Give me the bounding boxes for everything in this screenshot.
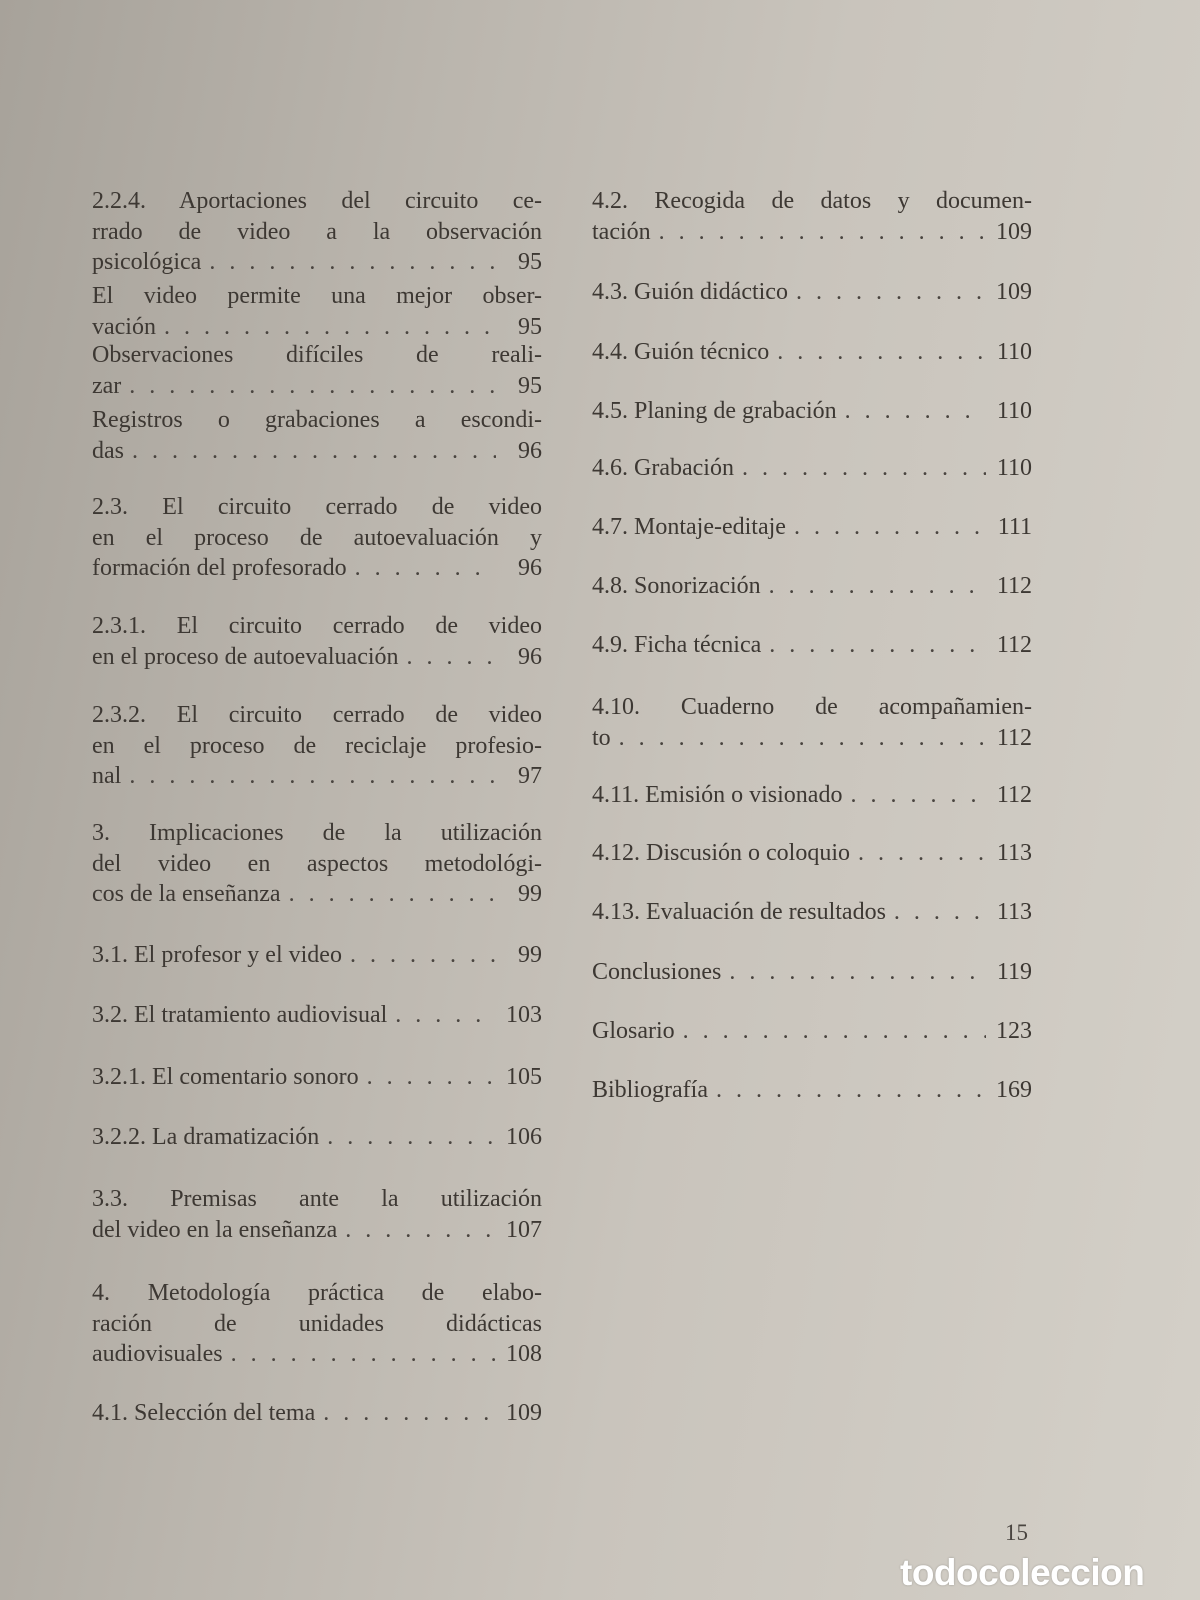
toc-entry-title: 4.7. Montaje-editaje bbox=[592, 514, 786, 540]
toc-entry-last-line bbox=[92, 1339, 542, 1370]
toc-entry bbox=[92, 1184, 542, 1245]
toc-entry-line: 3.3. Premisas ante la utilización bbox=[92, 1186, 542, 1212]
toc-page-number: 108 bbox=[506, 1341, 542, 1367]
dot-leader bbox=[209, 247, 496, 278]
toc-entry bbox=[92, 1122, 542, 1153]
toc-entry-line: 2.3.1. El circuito cerrado de video bbox=[92, 613, 542, 639]
dot-leader bbox=[132, 436, 496, 467]
toc-entry-last-line bbox=[92, 371, 542, 402]
toc-entry-last-line bbox=[592, 453, 1032, 484]
toc-entry-last-line bbox=[592, 630, 1032, 661]
dot-leader bbox=[777, 337, 986, 368]
toc-page-number: 96 bbox=[518, 643, 542, 670]
toc-entry-line: 3. Implicaciones de la utilización bbox=[92, 820, 542, 846]
toc-page-number: 97 bbox=[518, 763, 542, 789]
dot-leader bbox=[794, 512, 986, 543]
toc-entry-line: ración de unidades didácticas bbox=[92, 1310, 542, 1337]
toc-entry-title: Glosario bbox=[592, 1018, 675, 1044]
toc-entry-line: rrado de video a la observación bbox=[92, 218, 542, 245]
toc-entry-line: Observaciones difíciles de reali- bbox=[92, 342, 542, 368]
toc-entry-last-line bbox=[592, 217, 1032, 248]
toc-entry-line: en el proceso de autoevaluación y bbox=[92, 524, 542, 551]
toc-entry-title: vación bbox=[92, 313, 156, 340]
toc-page-number: 110 bbox=[996, 398, 1032, 424]
toc-entry-title: formación del profesorado bbox=[92, 555, 347, 581]
toc-entry-last-line bbox=[592, 571, 1032, 602]
toc-entry-last-line bbox=[592, 1016, 1032, 1047]
toc-entry-last-line bbox=[592, 277, 1032, 308]
dot-leader bbox=[729, 957, 986, 988]
toc-entry-last-line bbox=[92, 642, 542, 673]
toc-page-number: 119 bbox=[996, 959, 1032, 985]
toc-entry bbox=[92, 186, 542, 278]
toc-page-number: 112 bbox=[996, 632, 1032, 658]
dot-leader bbox=[323, 1398, 496, 1429]
toc-entry-line: 4.10. Cuaderno de acompañamien- bbox=[592, 694, 1032, 720]
toc-entry-last-line bbox=[92, 312, 542, 343]
toc-entry-title: 4.13. Evaluación de resultados bbox=[592, 899, 886, 925]
toc-page-number: 112 bbox=[996, 782, 1032, 808]
toc-entry-title: cos de la enseñanza bbox=[92, 881, 281, 907]
toc-entry-title: nal bbox=[92, 763, 122, 789]
toc-entry-title: 4.8. Sonorización bbox=[592, 573, 761, 599]
toc-entry-title: 4.11. Emisión o visionado bbox=[592, 782, 843, 808]
dot-leader bbox=[796, 277, 986, 308]
toc-entry-last-line bbox=[592, 512, 1032, 543]
dot-leader bbox=[850, 780, 986, 811]
toc-page-number: 110 bbox=[996, 455, 1032, 481]
toc-entry-line: El video permite una mejor obser- bbox=[92, 283, 542, 309]
toc-page-number: 105 bbox=[506, 1064, 542, 1090]
watermark-logo: todocoleccion bbox=[900, 1552, 1145, 1593]
toc-entry-title: tación bbox=[592, 218, 651, 245]
toc-entry-last-line bbox=[92, 1122, 542, 1153]
toc-entry-title: 4.6. Grabación bbox=[592, 455, 734, 481]
toc-entry-last-line bbox=[592, 897, 1032, 928]
dot-leader bbox=[129, 371, 496, 402]
toc-entry-title: 4.4. Guión técnico bbox=[592, 339, 770, 365]
toc-page-number: 95 bbox=[518, 313, 542, 340]
toc-entry-title: audiovisuales bbox=[92, 1341, 223, 1367]
toc-page-number: 169 bbox=[996, 1077, 1032, 1103]
dot-leader bbox=[129, 761, 496, 792]
dot-leader bbox=[350, 940, 496, 971]
toc-entry bbox=[592, 512, 1032, 543]
toc-entry-last-line bbox=[92, 940, 542, 971]
toc-page-number: 95 bbox=[518, 249, 542, 275]
toc-entry-line: Registros o grabaciones a escondi- bbox=[92, 407, 542, 433]
toc-entry bbox=[592, 897, 1032, 928]
toc-entry bbox=[592, 396, 1032, 427]
toc-page-number: 111 bbox=[997, 514, 1032, 540]
toc-page-number: 107 bbox=[506, 1216, 542, 1243]
toc-page-number: 103 bbox=[506, 1002, 542, 1028]
toc-page-number: 96 bbox=[518, 437, 542, 464]
toc-entry-title: del video en la enseñanza bbox=[92, 1216, 338, 1243]
toc-entry bbox=[92, 340, 542, 401]
dot-leader bbox=[769, 571, 986, 602]
toc-page-number: 110 bbox=[996, 339, 1032, 365]
toc-entry bbox=[92, 281, 542, 342]
toc-entry bbox=[592, 1016, 1032, 1047]
dot-leader bbox=[845, 396, 986, 427]
dot-leader bbox=[619, 723, 986, 754]
toc-entry-last-line bbox=[592, 1075, 1032, 1106]
toc-entry-title: 4.9. Ficha técnica bbox=[592, 632, 762, 658]
toc-entry-last-line bbox=[92, 247, 542, 278]
dot-leader bbox=[345, 1215, 496, 1246]
toc-page-number: 113 bbox=[996, 840, 1032, 866]
toc-entry bbox=[592, 957, 1032, 988]
toc-entry-last-line bbox=[592, 337, 1032, 368]
dot-leader bbox=[742, 453, 986, 484]
toc-entry-title: 3.1. El profesor y el video bbox=[92, 942, 342, 968]
toc-page-number: 113 bbox=[996, 899, 1032, 925]
toc-entry-title: en el proceso de autoevaluación bbox=[92, 643, 399, 670]
toc-entry bbox=[92, 1278, 542, 1370]
toc-entry bbox=[592, 780, 1032, 811]
toc-page-number: 99 bbox=[518, 881, 542, 907]
toc-entry-last-line bbox=[592, 780, 1032, 811]
toc-entry-last-line bbox=[92, 1062, 542, 1093]
toc-entry-title: 4.3. Guión didáctico bbox=[592, 279, 788, 305]
dot-leader bbox=[355, 553, 496, 584]
dot-leader bbox=[327, 1122, 496, 1153]
dot-leader bbox=[407, 642, 496, 673]
toc-entry-line: 2.2.4. Aportaciones del circuito ce- bbox=[92, 188, 542, 214]
dot-leader bbox=[858, 838, 986, 869]
dot-leader bbox=[659, 217, 986, 248]
toc-entry-last-line bbox=[92, 436, 542, 467]
toc-entry-title: 3.2.2. La dramatización bbox=[92, 1124, 320, 1150]
toc-entry-title: psicológica bbox=[92, 249, 202, 275]
toc-entry-last-line bbox=[92, 879, 542, 910]
toc-entry-title: Bibliografía bbox=[592, 1077, 708, 1103]
dot-leader bbox=[769, 630, 986, 661]
dot-leader bbox=[894, 897, 986, 928]
toc-entry-last-line bbox=[92, 1000, 542, 1031]
toc-entry bbox=[592, 571, 1032, 602]
toc-entry bbox=[92, 1000, 542, 1031]
toc-entry bbox=[592, 337, 1032, 368]
toc-entry-last-line bbox=[592, 957, 1032, 988]
toc-entry bbox=[92, 1062, 542, 1093]
toc-page-number: 109 bbox=[996, 218, 1032, 245]
toc-entry-line: 4. Metodología práctica de elabo- bbox=[92, 1280, 542, 1306]
toc-entry bbox=[592, 692, 1032, 753]
toc-page-number: 96 bbox=[518, 555, 542, 581]
toc-entry bbox=[92, 492, 542, 584]
toc-entry-last-line bbox=[92, 761, 542, 792]
toc-entry-line: del video en aspectos metodológi- bbox=[92, 850, 542, 877]
dot-leader bbox=[367, 1062, 496, 1093]
dot-leader bbox=[164, 312, 496, 343]
toc-entry-last-line bbox=[592, 723, 1032, 754]
toc-entry bbox=[92, 940, 542, 971]
toc-entry-last-line bbox=[92, 1215, 542, 1246]
toc-page-number: 112 bbox=[996, 724, 1032, 751]
toc-entry-title: 3.2.1. El comentario sonoro bbox=[92, 1064, 359, 1090]
toc-entry-line: 4.2. Recogida de datos y documen- bbox=[592, 188, 1032, 214]
dot-leader bbox=[716, 1075, 986, 1106]
toc-page-number: 95 bbox=[518, 372, 542, 399]
toc-entry-title: Conclusiones bbox=[592, 959, 722, 985]
toc-entry bbox=[592, 1075, 1032, 1106]
toc-page-number: 109 bbox=[996, 279, 1032, 305]
dot-leader bbox=[683, 1016, 986, 1047]
toc-entry-title: 3.2. El tratamiento audiovisual bbox=[92, 1002, 388, 1028]
toc-entry-line: 2.3.2. El circuito cerrado de video bbox=[92, 702, 542, 728]
toc-entry-last-line bbox=[92, 553, 542, 584]
toc-entry-title: das bbox=[92, 437, 124, 464]
toc-entry-title: 4.5. Planing de grabación bbox=[592, 398, 837, 424]
toc-page-number: 112 bbox=[996, 573, 1032, 599]
toc-entry bbox=[92, 611, 542, 672]
toc-page-number: 99 bbox=[518, 942, 542, 968]
dot-leader bbox=[231, 1339, 496, 1370]
toc-entry bbox=[92, 700, 542, 792]
toc-entry bbox=[92, 1398, 542, 1429]
toc-entry bbox=[92, 818, 542, 910]
toc-page-number: 123 bbox=[996, 1018, 1032, 1044]
page-number: 15 bbox=[1005, 1520, 1028, 1545]
dot-leader bbox=[289, 879, 496, 910]
toc-entry bbox=[592, 186, 1032, 247]
dot-leader bbox=[395, 1000, 496, 1031]
toc-entry-title: to bbox=[592, 724, 611, 751]
toc-entry-last-line bbox=[592, 838, 1032, 869]
toc-entry bbox=[92, 405, 542, 466]
toc-entry bbox=[592, 277, 1032, 308]
toc-page-number: 106 bbox=[506, 1124, 542, 1150]
toc-entry-line: 2.3. El circuito cerrado de video bbox=[92, 494, 542, 520]
toc-entry bbox=[592, 838, 1032, 869]
toc-entry bbox=[592, 453, 1032, 484]
toc-entry-title: zar bbox=[92, 372, 122, 399]
toc-entry-last-line bbox=[592, 396, 1032, 427]
toc-entry-title: 4.12. Discusión o coloquio bbox=[592, 840, 850, 866]
toc-page-number: 109 bbox=[506, 1400, 542, 1426]
toc-entry-last-line bbox=[92, 1398, 542, 1429]
toc-entry-line: en el proceso de reciclaje profesio- bbox=[92, 732, 542, 759]
toc-entry bbox=[592, 630, 1032, 661]
toc-entry-title: 4.1. Selección del tema bbox=[92, 1400, 316, 1426]
